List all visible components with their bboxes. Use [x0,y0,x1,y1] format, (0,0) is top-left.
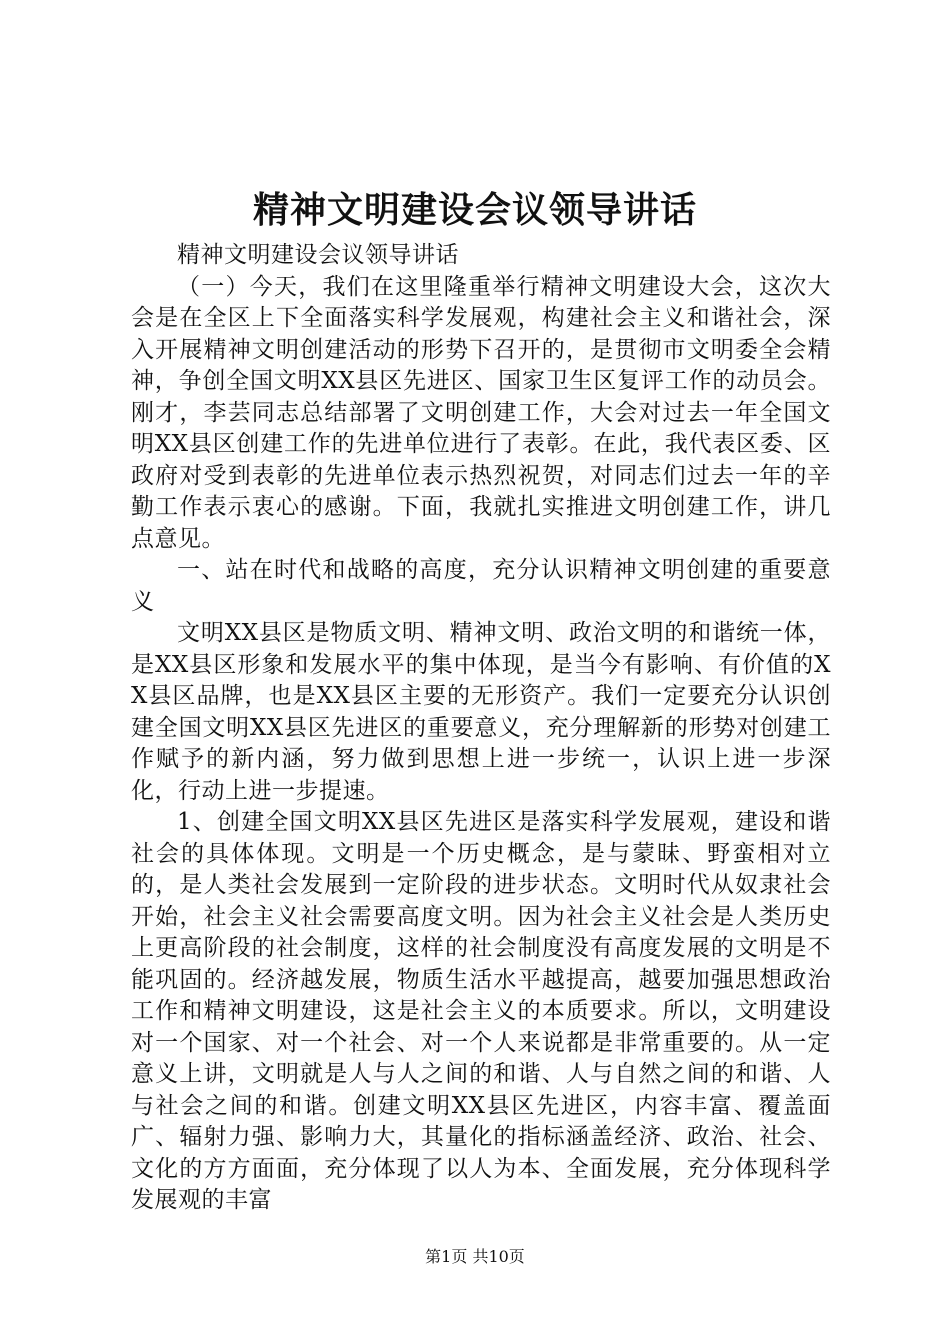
section-heading-1: 一、站在时代和战略的高度，充分认识精神文明创建的重要意义 [131,557,831,615]
page-footer [0,1245,950,1269]
section-1-paragraph: 文明XX县区是物质文明、精神文明、政治文明的和谐统一体，是XX县区形象和发展水平的集中体现，是当今有影响、有价值的XX县区品牌，也是XX县区主要的无形资产。我们一定要充分认识创建全国文明XX县区先进区的重要意义，充分理解新的形势对创建工作赋予的新内涵，努力做到思想上进一步统一，认识上进一步深化，行动上进一步提速。 [131,620,831,804]
intro-paragraph: （一）今天，我们在这里隆重举行精神文明建设大会，这次大会是在全区上下全面落实科学发展观，构建社会主义和谐社会，深入开展精神文明创建活动的形势下召开的，是贯彻市文明委全会精神，争创全国文明XX县区先进区、国家卫生区复评工作的动员会。刚才，李芸同志总结部署了文明创建工作，大会对过去一年全国文明XX县区创建工作的先进单位进行了表彰。在此，我代表区委、区政府对受到表彰的先进单位表示热烈祝贺，对同志们过去一年的辛勤工作表示衷心的感谢。下面，我就扎实推进文明创建工作，讲几点意见。 [131,273,831,552]
subtitle-paragraph: 精神文明建设会议领导讲话 [177,242,459,268]
page-number-label: 第1页 共10页 [425,1247,525,1266]
point-1-paragraph: 1、创建全国文明XX县区先进区是落实科学发展观，建设和谐社会的具体体现。文明是一个历史概念，是与蒙昧、野蛮相对立的，是人类社会发展到一定阶段的进步状态。文明时代从奴隶社会开始，社会主义社会需要高度文明。因为社会主义社会是人类历史上更高阶段的社会制度，这样的社会制度没有高度发展的文明是不能巩固的。经济越发展，物质生活水平越提高，越要加强思想政治工作和精神文明建设，这是社会主义的本质要求。所以，文明建设对一个国家、对一个社会、对一个人来说都是非常重要的。从一定意义上讲，文明就是人与人之间的和谐、人与自然之间的和谐、人与社会之间的和谐。创建文明XX县区先进区，内容丰富、覆盖面广、辐射力强、影响力大，其量化的指标涵盖经济、政治、社会、文化的方方面面，充分体现了以人为本、全面发展，充分体现科学发展观的丰富 [131,809,831,1213]
document-body [131,240,831,1217]
document-title: 精神文明建设会议领导讲话 [252,189,697,231]
